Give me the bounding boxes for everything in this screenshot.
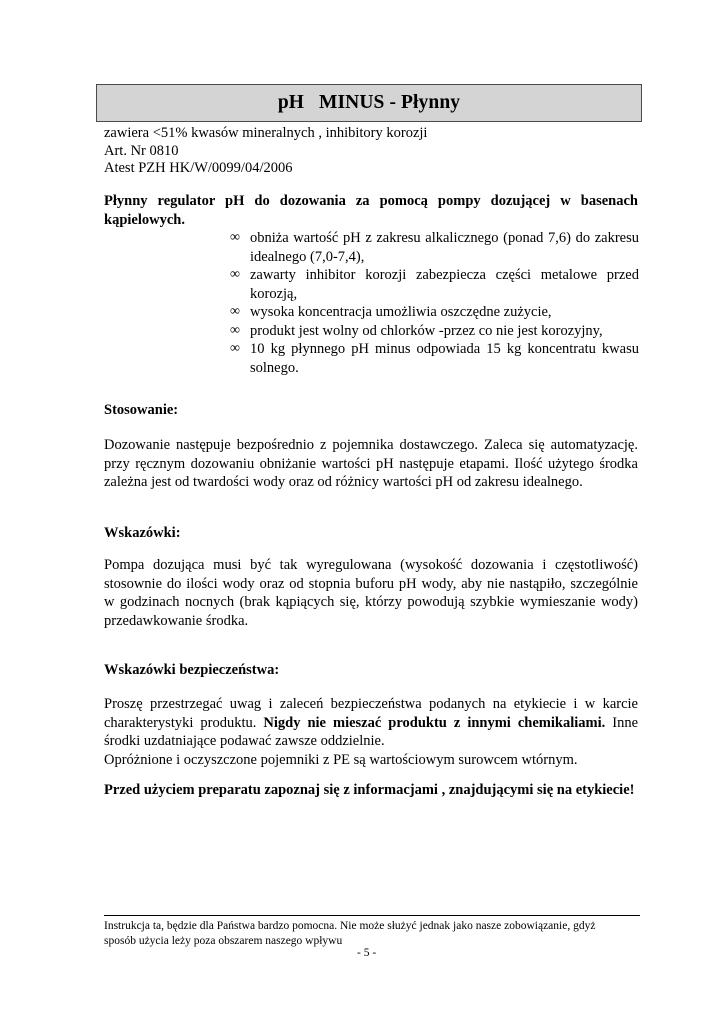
tips-heading: Wskazówki: xyxy=(104,525,181,541)
certificate-number: Atest PZH HK/W/0099/04/2006 xyxy=(104,160,293,176)
mixing-warning: Nigdy nie mieszać produktu z innymi chemikaliami. xyxy=(263,714,606,731)
page-number: - 5 - xyxy=(357,947,377,959)
paragraph-line: w godzinach nocnych (brak kąpiących się, którzy powodują szybkie wymieszanie wody) xyxy=(104,594,638,611)
paragraph-line: przedawkowanie środka. xyxy=(104,612,249,629)
product-lead: Płynny regulator pH do dozowania za pomocą pompy dozującej w basenach kąpielowych. xyxy=(104,193,638,228)
paragraph-line: Dozowanie następuje bezpośrednio z pojemnika dostawczego. Zaleca się automatyzację. xyxy=(104,437,638,453)
product-info xyxy=(104,125,427,178)
paragraph-line: Proszę przestrzegać uwag i zaleceń bezpieczeństwa podanych na etykiecie i w karcie xyxy=(104,696,638,712)
infinity-bullet-icon: ∞ xyxy=(230,230,240,245)
paragraph-line: stosownie do ilości wody oraz od stopnia buforu pH wody, aby nie nastąpiło, szczególnie xyxy=(104,575,638,592)
read-label-warning: Przed użyciem preparatu zapoznaj się z informacjami , znajdującymi się na etykiecie! xyxy=(104,782,635,798)
feature-item xyxy=(230,340,639,377)
footer-divider xyxy=(104,915,640,916)
composition-text: zawiera <51% kwasów mineralnych , inhibitory korozji xyxy=(104,125,428,141)
infinity-bullet-icon: ∞ xyxy=(230,304,240,319)
usage-heading: Stosowanie: xyxy=(104,402,179,418)
feature-item xyxy=(230,229,639,266)
footer-note xyxy=(104,919,640,949)
paragraph-line: środki uzdatniające podawać zawsze oddzielnie. xyxy=(104,733,385,750)
feature-item xyxy=(230,266,639,303)
paragraph-line: Opróżnione i oczyszczone pojemniki z PE są wartościowym surowcem wtórnym. xyxy=(104,751,578,768)
paragraph-line: Pompa dozująca musi być tak wyregulowana (wysokość dozowania i częstotliwość) xyxy=(104,557,638,573)
article-number: Art. Nr 0810 xyxy=(104,142,179,159)
feature-text: wysoka koncentracja umożliwia oszczędne zużycie, xyxy=(250,304,552,320)
feature-item xyxy=(230,303,639,322)
infinity-bullet-icon: ∞ xyxy=(230,322,240,338)
infinity-bullet-icon: ∞ xyxy=(230,341,240,356)
feature-text: obniża wartość pH z zakresu alkalicznego (ponad 7,6) do zakresu idealnego (7,0-7,4), xyxy=(250,230,639,265)
safety-heading: Wskazówki bezpieczeństwa: xyxy=(104,662,280,678)
title-box xyxy=(96,84,642,122)
feature-text: 10 kg płynnego pH minus odpowiada 15 kg koncentratu kwasu solnego. xyxy=(250,341,639,376)
paragraph-line xyxy=(104,714,638,733)
tips-paragraph xyxy=(104,556,638,630)
paragraph-line: przy ręcznym dozowaniu obniżanie wartości pH następuje etapami. Ilość użytego środka xyxy=(104,455,638,472)
text-run: charakterystyki produktu. xyxy=(104,714,257,731)
safety-paragraph xyxy=(104,695,638,769)
footer-line: sposób użycia leży poza obszarem naszego wpływu xyxy=(104,935,343,947)
usage-paragraph xyxy=(104,436,638,492)
feature-text: produkt jest wolny od chlorków -przez co nie jest korozyjny, xyxy=(250,322,603,339)
feature-item xyxy=(230,322,639,341)
product-title: pH MINUS - Płynny xyxy=(277,92,461,113)
feature-text: zawarty inhibitor korozji zabezpiecza części metalowe przed korozją, xyxy=(250,267,639,302)
paragraph-line: zależna jest od twardości wody oraz od różnicy wartości pH od zakresu idealnego. xyxy=(104,474,583,491)
footer-line: Instrukcja ta, będzie dla Państwa bardzo pomocna. Nie może służyć jednak jako nasze zobowiązanie, gdyż xyxy=(104,920,596,932)
infinity-bullet-icon: ∞ xyxy=(230,267,240,282)
text-run: Inne xyxy=(612,714,639,731)
feature-list xyxy=(230,229,639,377)
